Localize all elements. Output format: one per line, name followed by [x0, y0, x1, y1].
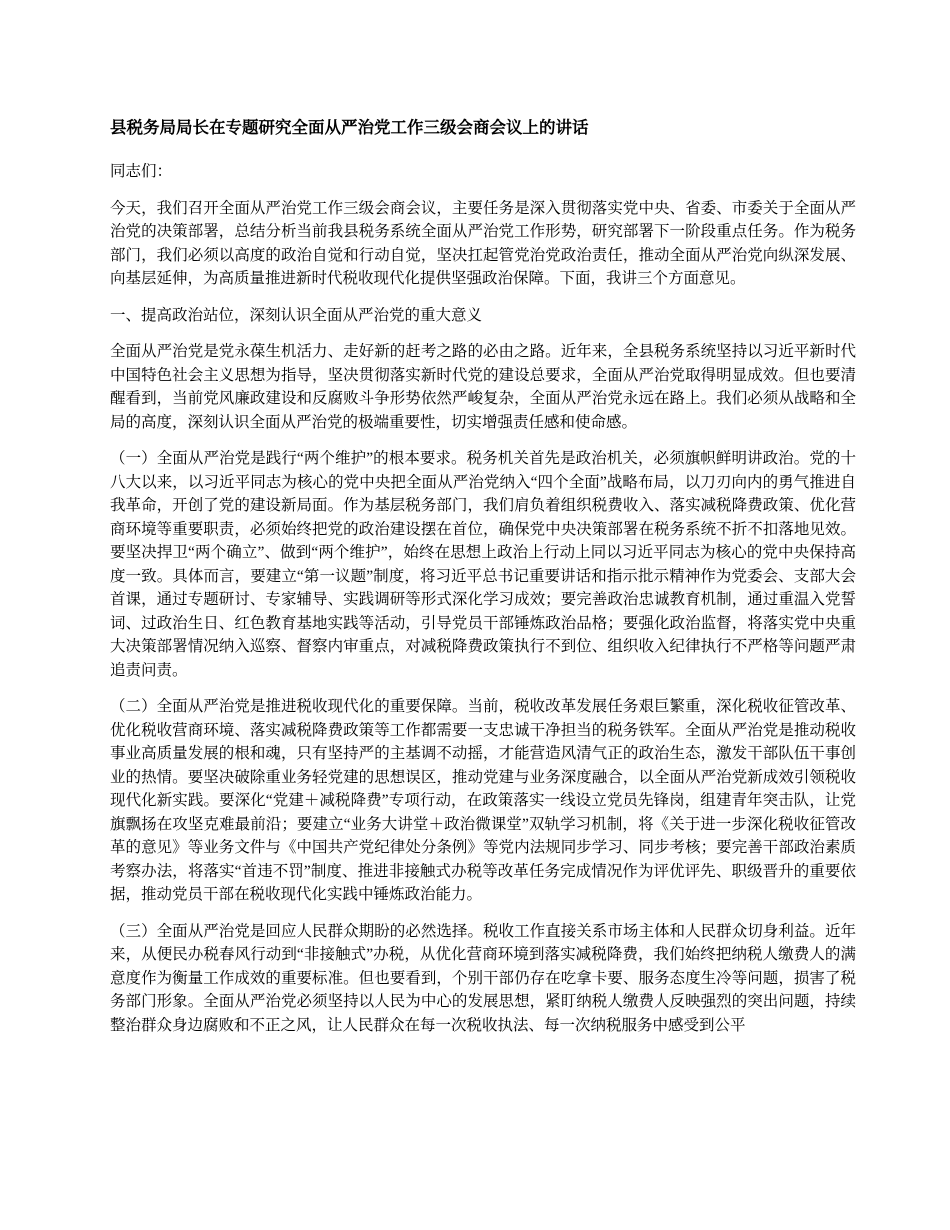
salutation: 同志们： [110, 163, 173, 180]
section-one-heading: 一、提高政治站位，深刻认识全面从严治党的重大意义 [110, 306, 483, 324]
point-paragraph-1: （一）全面从严治党是践行“两个维护”的根本要求。税务机关首先是政治机关，必须旗帜鲜明讲政治。党的十八大以来，以习近平同志为核心的党中央把全面从严治党纳入“四个全面”战略布局，以刀刃向内的勇气推进自我革命，开创了党的建设新局面。作为基层税务部门，我们肩负着组织税费收入、落实减税降费政策、优化营商环境等重要职责，必须始终把党的政治建设摆在首位，确保党中央决策部署在税务系统不折不扣落地见效。要坚决捍卫“两个确立”、做到“两个维护”，始终在思想上政治上行动上同以习近平同志为核心的党中央保持高度一致。具体而言，要建立“第一议题”制度，将习近平总书记重要讲话和指示批示精神作为党委会、支部大会首课，通过专题研讨、专家辅导、实践调研等形式深化学习成效；要完善政治忠诚教育机制，通过重温入党誓词、过政治生日、红色教育基地实践等活动，引导党员干部锤炼政治品格；要强化政治监督，将落实党中央重大决策部署情况纳入巡察、督察内审重点，对减税降费政策执行不到位、组织收入纪律执行不严格等问题严肃追责问责。 [110, 450, 856, 679]
document-title: 县税务局局长在专题研究全面从严治党工作三级会商会议上的讲话 [110, 118, 589, 137]
section-one-lead-paragraph: 全面从严治党是党永葆生机活力、走好新的赶考之路的必由之路。近年来，全县税务系统坚持以习近平新时代中国特色社会主义思想为指导，坚决贯彻落实新时代党的建设总要求，全面从严治党取得明显成效。但也要清醒看到，当前党风廉政建设和反腐败斗争形势依然严峻复杂，全面从严治党永远在路上。我们必须从战略和全局的高度，深刻认识全面从严治党的极端重要性，切实增强责任感和使命感。 [110, 343, 856, 431]
point-paragraph-2: （二）全面从严治党是推进税收现代化的重要保障。当前，税收改革发展任务艰巨繁重，深化税收征管改革、优化税收营商环境、落实减税降费政策等工作都需要一支忠诚干净担当的税务铁军。全面从严治党是推动税收事业高质量发展的根和魂，只有坚持严的主基调不动摇，才能营造风清气正的政治生态，激发干部队伍干事创业的热情。要坚决破除重业务轻党建的思想误区，推动党建与业务深度融合，以全面从严治党新成效引领税收现代化新实践。要深化“党建＋减税降费”专项行动，在政策落实一线设立党员先锋岗，组建青年突击队，让党旗飘扬在攻坚克难最前沿；要建立“业务大讲堂＋政治微课堂”双轨学习机制，将《关于进一步深化税收征管改革的意见》等业务文件与《中国共产党纪律处分条例》等党内法规同步学习、同步考核；要完善干部政治素质考察办法，将落实“首违不罚”制度、推进非接触式办税等改革任务完成情况作为评优评先、职级晋升的重要依据，推动党员干部在税收现代化实践中锤炼政治能力。 [110, 698, 856, 903]
point-paragraph-3: （三）全面从严治党是回应人民群众期盼的必然选择。税收工作直接关系市场主体和人民群众切身利益。近年来，从便民办税春风行动到“非接触式”办税，从优化营商环境到落实减税降费，我们始终把纳税人缴费人的满意度作为衡量工作成效的重要标准。但也要看到，个别干部仍存在吃拿卡要、服务态度生冷等问题，损害了税务部门形象。全面从严治党必须坚持以人民为中心的发展思想，紧盯纳税人缴费人反映强烈的突出问题，持续整治群众身边腐败和不正之风，让人民群众在每一次税收执法、每一次纳税服务中感受到公平 [110, 922, 856, 1034]
intro-paragraph: 今天，我们召开全面从严治党工作三级会商会议，主要任务是深入贯彻落实党中央、省委、市委关于全面从严治党的决策部署，总结分析当前我县税务系统全面从严治党工作形势，研究部署下一阶段重点任务。作为税务部门，我们必须以高度的政治自觉和行动自觉，坚决扛起管党治党政治责任，推动全面从严治党向纵深发展、向基层延伸，为高质量推进新时代税收现代化提供坚强政治保障。下面，我讲三个方面意见。 [110, 199, 856, 287]
